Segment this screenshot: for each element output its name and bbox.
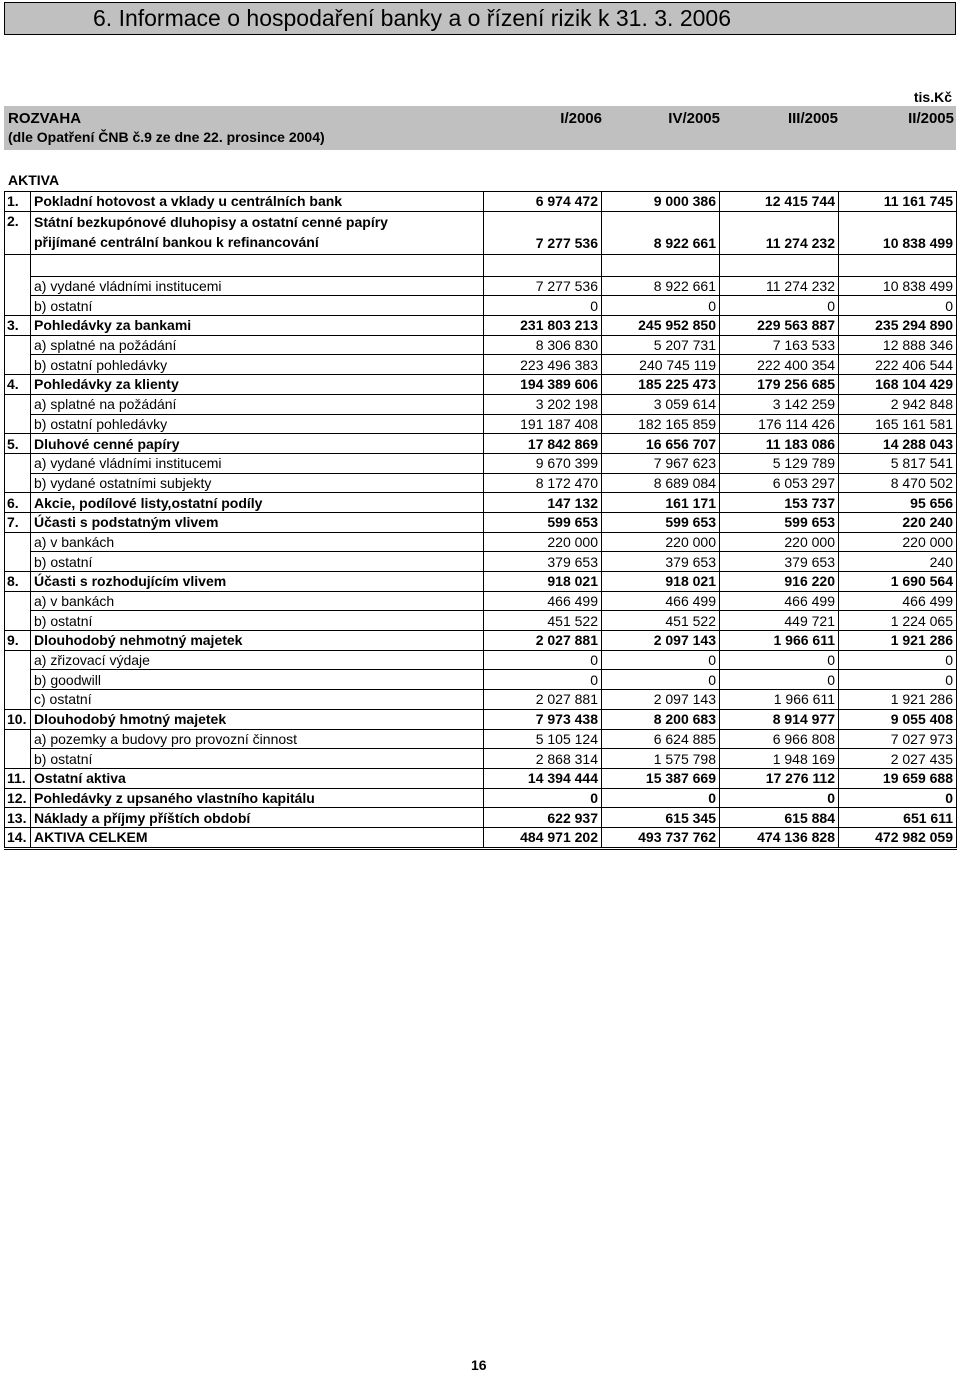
row-label: b) ostatní — [31, 749, 484, 769]
table-row — [5, 394, 957, 414]
value-cell: 2 097 143 — [602, 631, 720, 651]
row-number — [5, 690, 31, 710]
value-cell: 622 937 — [484, 808, 602, 828]
value-cell: 5 817 541 — [839, 453, 957, 473]
row-label: b) vydané ostatními subjekty — [31, 473, 484, 493]
row-number: 9. — [5, 631, 31, 651]
row-label: Pohledávky z upsaného vlastního kapitálu — [31, 788, 484, 808]
value-cell: 615 884 — [720, 808, 839, 828]
value-cell: 2 027 435 — [839, 749, 957, 769]
value-cell: 168 104 429 — [839, 375, 957, 395]
statement-subtitle: (dle Opatření ČNB č.9 ze dne 22. prosince 2004) — [8, 129, 325, 145]
value-cell: 8 922 661 — [602, 211, 720, 254]
value-cell: 493 737 762 — [602, 827, 720, 848]
table-row — [5, 473, 957, 493]
value-cell: 2 942 848 — [839, 394, 957, 414]
value-cell: 599 653 — [484, 512, 602, 532]
value-cell: 1 690 564 — [839, 572, 957, 592]
row-number — [5, 611, 31, 631]
value-cell: 599 653 — [720, 512, 839, 532]
row-label: b) ostatní — [31, 611, 484, 631]
value-cell: 451 522 — [484, 611, 602, 631]
row-label-line: přijímané centrální bankou k refinancování — [34, 233, 319, 250]
row-number: 1. — [5, 192, 31, 212]
row-label: a) vydané vládními institucemi — [31, 276, 484, 296]
value-cell: 191 187 408 — [484, 414, 602, 434]
row-label: b) ostatní — [31, 552, 484, 572]
value-cell: 2 027 881 — [484, 690, 602, 710]
value-cell: 231 803 213 — [484, 316, 602, 336]
row-number: 8. — [5, 572, 31, 592]
unit-label: tis.Kč — [913, 89, 952, 105]
value-cell: 8 689 084 — [602, 473, 720, 493]
value-cell: 379 653 — [602, 552, 720, 572]
value-cell: 0 — [839, 670, 957, 690]
row-label: a) zřizovací výdaje — [31, 650, 484, 670]
value-cell: 5 207 731 — [602, 335, 720, 355]
value-cell: 14 394 444 — [484, 768, 602, 788]
row-number: 14. — [5, 827, 31, 848]
table-row — [5, 276, 957, 296]
value-cell: 161 171 — [602, 493, 720, 513]
value-cell: 7 277 536 — [484, 211, 602, 254]
value-cell: 8 470 502 — [839, 473, 957, 493]
value-cell: 1 575 798 — [602, 749, 720, 769]
row-number — [5, 650, 31, 670]
value-cell: 11 274 232 — [720, 211, 839, 254]
table-row — [5, 493, 957, 513]
value-cell: 8 922 661 — [602, 276, 720, 296]
title-bar — [4, 2, 956, 35]
value-cell: 9 670 399 — [484, 453, 602, 473]
value-cell: 0 — [720, 296, 839, 316]
value-cell: 0 — [602, 788, 720, 808]
value-cell: 6 624 885 — [602, 729, 720, 749]
row-number: 12. — [5, 788, 31, 808]
row-number — [5, 729, 31, 749]
row-number — [5, 453, 31, 473]
value-cell: 6 974 472 — [484, 192, 602, 212]
value-cell: 3 059 614 — [602, 394, 720, 414]
value-cell: 17 276 112 — [720, 768, 839, 788]
value-cell: 916 220 — [720, 572, 839, 592]
value-cell: 1 921 286 — [839, 690, 957, 710]
row-label: a) splatné na požádání — [31, 394, 484, 414]
row-label: b) ostatní pohledávky — [31, 355, 484, 375]
row-number — [5, 296, 31, 316]
row-label: Účasti s podstatným vlivem — [31, 512, 484, 532]
value-cell: 7 163 533 — [720, 335, 839, 355]
value-cell: 2 027 881 — [484, 631, 602, 651]
value-cell: 153 737 — [720, 493, 839, 513]
row-label-line: Státní bezkupónové dluhopisy a ostatní cenné papíry — [34, 213, 388, 230]
table-row — [5, 355, 957, 375]
row-label: Pohledávky za klienty — [31, 375, 484, 395]
row-number: 11. — [5, 768, 31, 788]
row-label: Účasti s rozhodujícím vlivem — [31, 572, 484, 592]
row-number — [5, 335, 31, 355]
row-label: a) splatné na požádání — [31, 335, 484, 355]
table-row — [5, 729, 957, 749]
value-cell: 165 161 581 — [839, 414, 957, 434]
value-cell: 95 656 — [839, 493, 957, 513]
spacer-cell — [602, 254, 720, 276]
row-number: 7. — [5, 512, 31, 532]
value-cell: 3 142 259 — [720, 394, 839, 414]
row-number: 3. — [5, 316, 31, 336]
value-cell: 7 027 973 — [839, 729, 957, 749]
value-cell: 194 389 606 — [484, 375, 602, 395]
table-row — [5, 211, 957, 254]
value-cell: 379 653 — [720, 552, 839, 572]
table-row — [5, 591, 957, 611]
value-cell: 0 — [720, 650, 839, 670]
row-number — [5, 591, 31, 611]
table-row — [5, 650, 957, 670]
value-cell: 10 838 499 — [839, 276, 957, 296]
value-cell: 220 240 — [839, 512, 957, 532]
value-cell: 220 000 — [839, 532, 957, 552]
section-label: AKTIVA — [8, 172, 60, 188]
value-cell: 0 — [839, 788, 957, 808]
row-number: 5. — [5, 434, 31, 454]
value-cell: 651 611 — [839, 808, 957, 828]
value-cell: 0 — [602, 296, 720, 316]
row-label: a) v bankách — [31, 591, 484, 611]
value-cell: 599 653 — [602, 512, 720, 532]
table-row — [5, 296, 957, 316]
value-cell: 466 499 — [720, 591, 839, 611]
value-cell: 220 000 — [720, 532, 839, 552]
period-header: III/2005 — [787, 110, 838, 127]
table-row — [5, 532, 957, 552]
value-cell: 8 306 830 — [484, 335, 602, 355]
value-cell: 9 000 386 — [602, 192, 720, 212]
value-cell: 9 055 408 — [839, 709, 957, 729]
value-cell: 474 136 828 — [720, 827, 839, 848]
table-row — [5, 512, 957, 532]
row-number: 4. — [5, 375, 31, 395]
value-cell: 466 499 — [484, 591, 602, 611]
row-number — [5, 552, 31, 572]
value-cell: 179 256 685 — [720, 375, 839, 395]
value-cell: 0 — [602, 670, 720, 690]
value-cell: 0 — [484, 650, 602, 670]
value-cell: 7 973 438 — [484, 709, 602, 729]
value-cell: 1 224 065 — [839, 611, 957, 631]
table-row — [5, 375, 957, 395]
value-cell: 220 000 — [602, 532, 720, 552]
row-number: 6. — [5, 493, 31, 513]
row-label: c) ostatní — [31, 690, 484, 710]
value-cell: 6 053 297 — [720, 473, 839, 493]
table-row — [5, 335, 957, 355]
value-cell: 10 838 499 — [839, 211, 957, 254]
table-row — [5, 768, 957, 788]
row-label: Dlouhodobý nehmotný majetek — [31, 631, 484, 651]
statement-title: ROZVAHA — [8, 110, 82, 127]
table-row — [5, 611, 957, 631]
value-cell: 14 288 043 — [839, 434, 957, 454]
spacer-row — [5, 254, 957, 276]
value-cell: 222 400 354 — [720, 355, 839, 375]
value-cell: 451 522 — [602, 611, 720, 631]
spacer-cell — [720, 254, 839, 276]
value-cell: 185 225 473 — [602, 375, 720, 395]
row-number — [5, 749, 31, 769]
row-label: b) ostatní pohledávky — [31, 414, 484, 434]
row-label: Dluhové cenné papíry — [31, 434, 484, 454]
row-number: 2. — [5, 211, 31, 254]
table-row — [5, 827, 957, 848]
value-cell: 8 172 470 — [484, 473, 602, 493]
row-label: a) pozemky a budovy pro provozní činnost — [31, 729, 484, 749]
value-cell: 472 982 059 — [839, 827, 957, 848]
period-header: I/2006 — [560, 110, 602, 127]
value-cell: 0 — [839, 296, 957, 316]
value-cell: 222 406 544 — [839, 355, 957, 375]
table-row — [5, 631, 957, 651]
value-cell: 12 415 744 — [720, 192, 839, 212]
row-label: Pohledávky za bankami — [31, 316, 484, 336]
spacer-cell — [5, 254, 31, 276]
value-cell: 1 948 169 — [720, 749, 839, 769]
table-row — [5, 552, 957, 572]
value-cell: 17 842 869 — [484, 434, 602, 454]
value-cell: 220 000 — [484, 532, 602, 552]
value-cell: 0 — [484, 670, 602, 690]
row-number — [5, 532, 31, 552]
value-cell: 484 971 202 — [484, 827, 602, 848]
table-row — [5, 192, 957, 212]
row-number — [5, 276, 31, 296]
row-label: Dlouhodobý hmotný majetek — [31, 709, 484, 729]
table-row — [5, 709, 957, 729]
value-cell: 7 277 536 — [484, 276, 602, 296]
value-cell: 1 966 611 — [720, 631, 839, 651]
row-number — [5, 414, 31, 434]
value-cell: 0 — [484, 788, 602, 808]
value-cell: 2 868 314 — [484, 749, 602, 769]
row-number — [5, 355, 31, 375]
spacer-cell — [839, 254, 957, 276]
value-cell: 11 183 086 — [720, 434, 839, 454]
table-row — [5, 434, 957, 454]
table-row — [5, 414, 957, 434]
value-cell: 229 563 887 — [720, 316, 839, 336]
value-cell: 147 132 — [484, 493, 602, 513]
row-number — [5, 394, 31, 414]
table-row — [5, 453, 957, 473]
value-cell: 2 097 143 — [602, 690, 720, 710]
value-cell: 466 499 — [839, 591, 957, 611]
row-label: Akcie, podílové listy,ostatní podíly — [31, 493, 484, 513]
table-row — [5, 749, 957, 769]
value-cell: 11 161 745 — [839, 192, 957, 212]
value-cell: 0 — [602, 650, 720, 670]
spacer-cell — [484, 254, 602, 276]
value-cell: 5 105 124 — [484, 729, 602, 749]
row-label — [31, 211, 484, 254]
row-label: AKTIVA CELKEM — [31, 827, 484, 848]
value-cell: 235 294 890 — [839, 316, 957, 336]
value-cell: 466 499 — [602, 591, 720, 611]
balance-table — [4, 191, 957, 850]
value-cell: 449 721 — [720, 611, 839, 631]
table-row — [5, 690, 957, 710]
value-cell: 182 165 859 — [602, 414, 720, 434]
value-cell: 240 745 119 — [602, 355, 720, 375]
row-label: a) v bankách — [31, 532, 484, 552]
value-cell: 16 656 707 — [602, 434, 720, 454]
row-number: 13. — [5, 808, 31, 828]
value-cell: 918 021 — [602, 572, 720, 592]
value-cell: 19 659 688 — [839, 768, 957, 788]
row-label: a) vydané vládními institucemi — [31, 453, 484, 473]
value-cell: 918 021 — [484, 572, 602, 592]
value-cell: 11 274 232 — [720, 276, 839, 296]
row-label: Náklady a příjmy příštích období — [31, 808, 484, 828]
value-cell: 0 — [720, 788, 839, 808]
value-cell: 615 345 — [602, 808, 720, 828]
value-cell: 379 653 — [484, 552, 602, 572]
period-header: IV/2005 — [668, 110, 720, 127]
table-row — [5, 808, 957, 828]
value-cell: 7 967 623 — [602, 453, 720, 473]
row-number: 10. — [5, 709, 31, 729]
row-label: b) goodwill — [31, 670, 484, 690]
value-cell: 240 — [839, 552, 957, 572]
row-label: b) ostatní — [31, 296, 484, 316]
row-label: Ostatní aktiva — [31, 768, 484, 788]
table-row — [5, 316, 957, 336]
value-cell: 12 888 346 — [839, 335, 957, 355]
page-number: 16 — [471, 1357, 487, 1373]
value-cell: 0 — [839, 650, 957, 670]
value-cell: 3 202 198 — [484, 394, 602, 414]
value-cell: 0 — [484, 296, 602, 316]
row-number — [5, 670, 31, 690]
period-header: II/2005 — [908, 110, 954, 127]
value-cell: 15 387 669 — [602, 768, 720, 788]
value-cell: 223 496 383 — [484, 355, 602, 375]
table-row — [5, 670, 957, 690]
table-row — [5, 572, 957, 592]
row-number — [5, 473, 31, 493]
table-row — [5, 788, 957, 808]
value-cell: 1 921 286 — [839, 631, 957, 651]
value-cell: 1 966 611 — [720, 690, 839, 710]
value-cell: 8 914 977 — [720, 709, 839, 729]
value-cell: 8 200 683 — [602, 709, 720, 729]
value-cell: 5 129 789 — [720, 453, 839, 473]
page-title: 6. Informace o hospodaření banky a o řízení rizik k 31. 3. 2006 — [93, 5, 731, 31]
row-label: Pokladní hotovost a vklady u centrálních bank — [31, 192, 484, 212]
value-cell: 245 952 850 — [602, 316, 720, 336]
value-cell: 176 114 426 — [720, 414, 839, 434]
value-cell: 0 — [720, 670, 839, 690]
value-cell: 6 966 808 — [720, 729, 839, 749]
spacer-cell — [31, 254, 484, 276]
